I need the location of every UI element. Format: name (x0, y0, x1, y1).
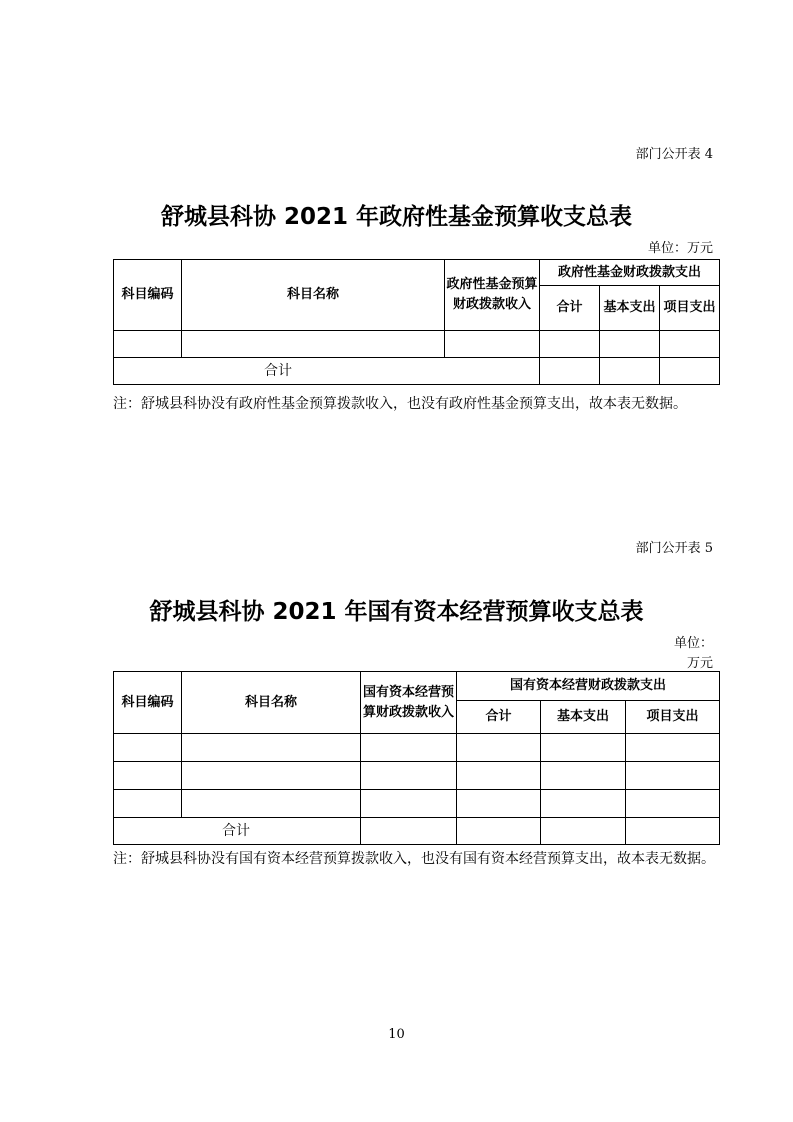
header-expense-group: 国有资本经营财政拨款支出 (457, 672, 720, 701)
cell (457, 762, 541, 790)
cell (600, 358, 660, 385)
table-row (114, 790, 720, 818)
cell (182, 734, 361, 762)
cell (626, 762, 720, 790)
cell (114, 790, 182, 818)
header-code: 科目编码 (114, 260, 182, 331)
cell (540, 358, 600, 385)
table4-tag: 部门公开表 4 (635, 147, 713, 162)
cell (540, 331, 600, 358)
table-row (114, 734, 720, 762)
header-basic: 基本支出 (541, 701, 626, 734)
header-total: 合计 (540, 286, 600, 331)
table5-tag: 部门公开表 5 (635, 541, 713, 556)
cell (361, 762, 457, 790)
header-expense-group: 政府性基金财政拨款支出 (540, 260, 720, 286)
cell (541, 790, 626, 818)
cell (114, 331, 182, 358)
table5-unit-line2: 万元 (686, 656, 713, 671)
cell (626, 790, 720, 818)
cell (626, 734, 720, 762)
header-total: 合计 (457, 701, 541, 734)
cell (541, 762, 626, 790)
table4-note: 注：舒城县科协没有政府性基金预算拨款收入，也没有政府性基金预算支出，故本表无数据。 (113, 396, 687, 412)
cell (541, 734, 626, 762)
page-number: 10 (388, 1027, 405, 1042)
table5 (113, 671, 720, 845)
cell (182, 762, 361, 790)
cell (182, 331, 445, 358)
cell (457, 818, 541, 845)
table4 (113, 259, 720, 385)
cell (361, 734, 457, 762)
header-basic: 基本支出 (600, 286, 660, 331)
cell (600, 331, 660, 358)
cell (361, 790, 457, 818)
cell (457, 734, 541, 762)
cell (626, 818, 720, 845)
total-row (114, 358, 720, 385)
header-code: 科目编码 (114, 672, 182, 734)
table-row (114, 762, 720, 790)
total-label: 合计 (114, 358, 540, 385)
table4-unit: 单位：万元 (647, 241, 713, 256)
total-label: 合计 (114, 818, 361, 845)
cell (361, 818, 457, 845)
header-name: 科目名称 (182, 260, 445, 331)
cell (182, 790, 361, 818)
header-project: 项目支出 (626, 701, 720, 734)
header-income: 国有资本经营预算财政拨款收入 (361, 672, 457, 734)
table5-unit-line1: 单位： (673, 636, 713, 651)
cell (445, 331, 540, 358)
cell (660, 358, 720, 385)
total-row (114, 818, 720, 845)
header-income: 政府性基金预算财政拨款收入 (445, 260, 540, 331)
header-name: 科目名称 (182, 672, 361, 734)
table4-title: 舒城县科协 2021 年政府性基金预算收支总表 (160, 204, 633, 230)
table5-title: 舒城县科协 2021 年国有资本经营预算收支总表 (149, 599, 644, 625)
cell (457, 790, 541, 818)
table-row (114, 331, 720, 358)
header-project: 项目支出 (660, 286, 720, 331)
cell (660, 331, 720, 358)
cell (114, 734, 182, 762)
cell (541, 818, 626, 845)
cell (114, 762, 182, 790)
table5-note: 注：舒城县科协没有国有资本经营预算拨款收入，也没有国有资本经营预算支出，故本表无数据。 (113, 851, 715, 867)
